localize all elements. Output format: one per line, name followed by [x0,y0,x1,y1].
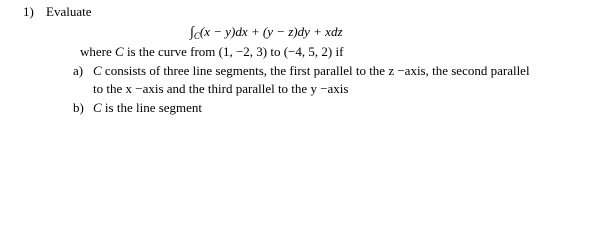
where-variable: C [115,44,124,59]
problem-title-text: Evaluate [46,4,92,19]
part-b-text: is the line segment [104,100,203,115]
problem-title [46,4,91,20]
integrand: (x − y)dx + (y − z)dy + xdz [199,24,343,39]
part-b-variable: C [93,100,102,115]
part-a-variable: C [93,63,102,78]
part-a-label [73,63,83,79]
integral-symbol: ∫ [190,25,194,40]
where-text: is the curve from (1, −2, 3) to (−4, 5, 2) if [126,44,344,59]
integral-expression [190,24,343,44]
integral-subscript: C [193,31,200,41]
part-a-text-1: consists of three line segments, the first parallel to the z −axis, the second parallel [104,63,530,78]
part-b-label-text: b) [73,100,84,115]
part-a-line-2 [93,81,348,97]
problem-number [23,4,34,20]
part-a-text-2: to the x −axis and the third parallel to the y −axis [93,81,349,96]
part-b-line [93,100,202,116]
part-a-label-text: a) [73,63,84,78]
problem-number-label: 1) [23,4,34,19]
where-prefix: where [80,44,112,59]
where-clause [80,44,343,60]
part-a-line-1 [93,63,530,79]
part-b-label [73,100,84,116]
